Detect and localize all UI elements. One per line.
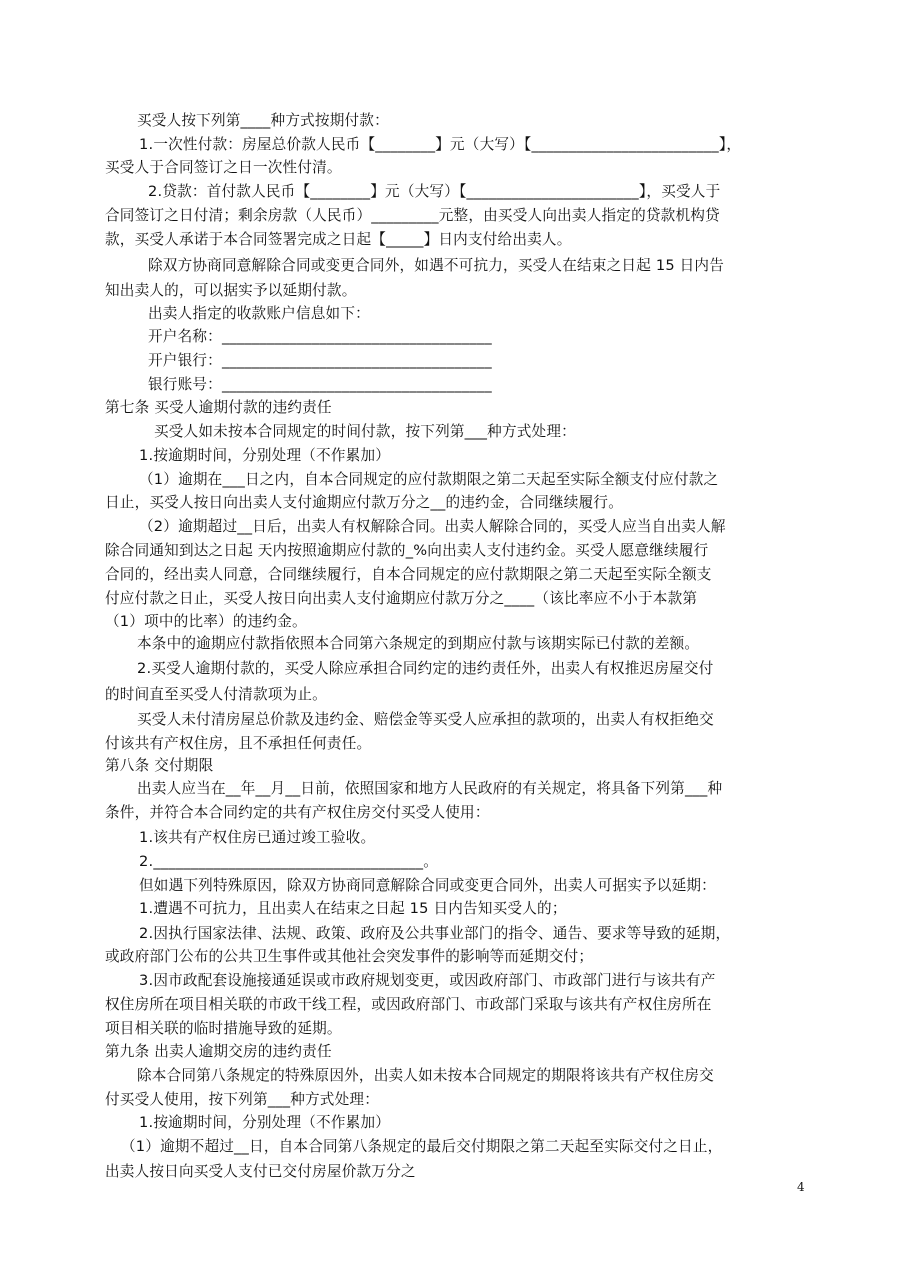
section-heading: 第九条 出卖人逾期交房的违约责任 [105, 1043, 332, 1060]
text-line: 但如遇下列特殊原因，除双方协商同意解除合同或变更合同外，出卖人可据实予以延期： [139, 877, 716, 894]
text-line: 除本合同第八条规定的特殊原因外，出卖人如未按本合同规定的期限将该共有产权住房交 [137, 1067, 714, 1084]
text-line: 项目相关联的临时措施导致的延期。 [105, 1020, 342, 1037]
text-line: （1）逾期在___日之内，自本合同规定的应付款期限之第二天起至实际全额支付应付款之 [139, 471, 719, 488]
text-line: 本条中的逾期应付款指依照本合同第六条规定的到期应付款与该期实际已付款的差额。 [137, 635, 700, 652]
text-line: 2.买受人逾期付款的，买受人除应承担合同约定的违约责任外，出卖人有权推迟房屋交付 [137, 660, 714, 677]
text-line: 开户名称：____________________________________ [148, 328, 492, 345]
text-line: 买受人未付清房屋总价款及违约金、赔偿金等买受人应承担的款项的，出卖人有权拒绝交 [137, 711, 714, 728]
text-line: 除合同通知到达之日起 天内按照逾期应付款的_%向出卖人支付违约金。买受人愿意继续履行 [105, 542, 709, 559]
text-line: 1.按逾期时间，分别处理（不作累加） [139, 1114, 391, 1131]
text-line: 出卖人按日向买受人支付已交付房屋价款万分之 [105, 1163, 416, 1180]
text-line: 买受人于合同签订之日一次性付清。 [105, 159, 342, 176]
text-line: 合同的，经出卖人同意，合同继续履行，自本合同规定的应付款期限之第二天起至实际全额支 [105, 566, 712, 583]
text-line: 2.因执行国家法律、法规、政策、政府及公共事业部门的指令、通告、要求等导致的延期， [139, 925, 731, 942]
text-line: 1.遭遇不可抗力，且出卖人在结束之日起 15 日内告知买受人的； [139, 900, 567, 917]
text-line: 知出卖人的，可以据实予以延期付款。 [105, 282, 357, 299]
text-line: 付买受人使用，按下列第___种方式处理： [105, 1091, 379, 1108]
text-line: 出卖人应当在__年__月__日前，依照国家和地方人民政府的有关规定，将具备下列第___种 [137, 780, 723, 797]
section-heading: 第八条 交付期限 [105, 757, 214, 774]
text-line: 银行账号：____________________________________ [148, 376, 492, 393]
text-line: 买受人按下列第____种方式按期付款： [137, 112, 389, 129]
text-line: 开户银行：____________________________________ [148, 352, 492, 369]
text-line: 出卖人指定的收款账户信息如下： [148, 305, 370, 322]
text-line: 1.按逾期时间，分别处理（不作累加） [139, 447, 391, 464]
text-line: 付该共有产权住房，且不承担任何责任。 [105, 735, 372, 752]
section-heading: 第七条 买受人逾期付款的违约责任 [105, 399, 332, 416]
text-line: 3.因市政配套设施接通延误或市政府规划变更，或因政府部门、市政部门进行与该共有产 [139, 972, 716, 989]
text-line: 付应付款之日止，买受人按日向出卖人支付逾期应付款万分之____（该比率应不小于本款第 [105, 590, 698, 607]
text-line: 1.该共有产权住房已通过竣工验收。 [139, 829, 376, 846]
text-line: 合同签订之日付清；剩余房款（人民币）_________元整，由买受人向出卖人指定的贷款机构贷 [105, 207, 720, 224]
text-line: 款，买受人承诺于本合同签署完成之日起【_____】日内支付给出卖人。 [105, 231, 572, 248]
text-line: 2.____________________________________。 [139, 853, 439, 870]
text-line: 或政府部门公布的公共卫生事件或其他社会突发事件的影响等而延期交付； [105, 948, 594, 965]
text-line: 的时间直至买受人付清款项为止。 [105, 686, 327, 703]
text-line: （1）项中的比率）的违约金。 [105, 613, 307, 630]
text-line: 2.贷款：首付款人民币【________】元（大写）【_______________________】，买受人于 [148, 183, 721, 200]
text-line: 除双方协商同意解除合同或变更合同外，如遇不可抗力，买受人在结束之日起 15 日内告 [148, 257, 725, 274]
text-line: （1）逾期不超过__日，自本合同第八条规定的最后交付期限之第二天起至实际交付之日止， [121, 1138, 723, 1155]
text-line: 条件，并符合本合同约定的共有产权住房交付买受人使用： [105, 804, 490, 821]
page-number: 4 [797, 1180, 805, 1194]
text-line: 日止，买受人按日向出卖人支付逾期应付款万分之__的违约金，合同继续履行。 [105, 494, 623, 511]
text-line: 1.一次性付款：房屋总价款人民币【________】元（大写）【_________________________】， [139, 136, 742, 153]
text-line: 买受人如未按本合同规定的时间付款，按下列第___种方式处理： [154, 423, 576, 440]
text-line: 权住房所在项目相关联的市政干线工程，或因政府部门、市政部门采取与该共有产权住房所在 [105, 996, 712, 1013]
text-line: （2）逾期超过__日后，出卖人有权解除合同。出卖人解除合同的，买受人应当自出卖人解 [139, 518, 726, 535]
